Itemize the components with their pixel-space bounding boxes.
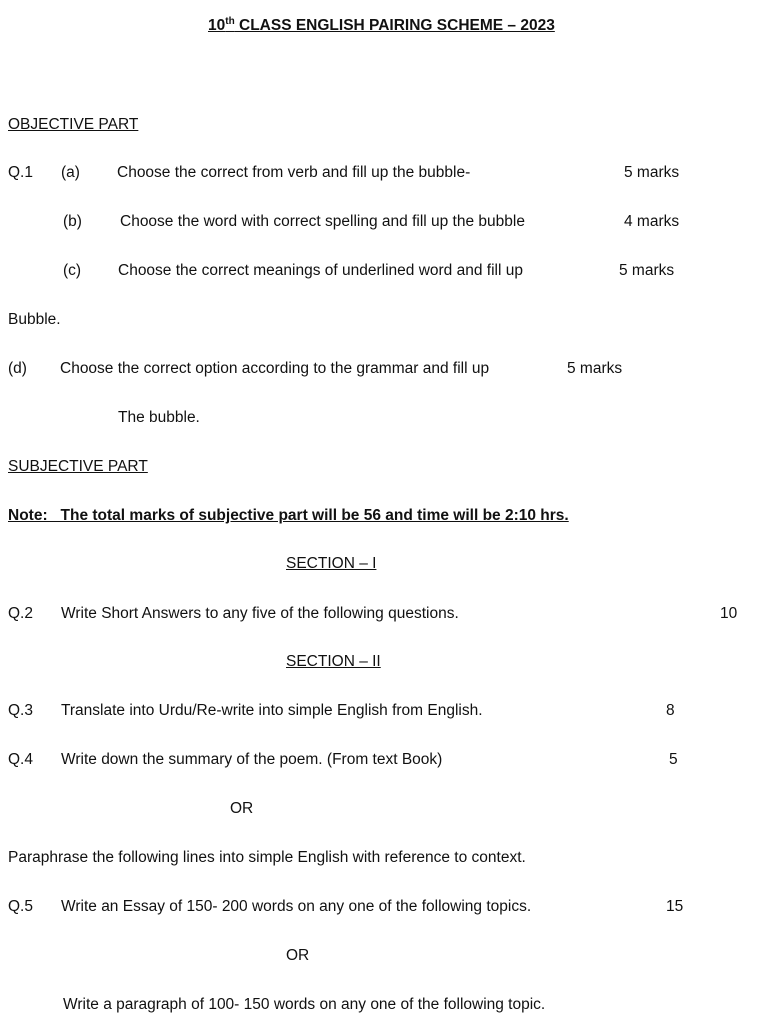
q1b-marks: 4 marks [624, 213, 680, 230]
q4-text: Write down the summary of the poem. (From text Book) [61, 751, 443, 768]
q2-marks: 10 [720, 605, 738, 622]
q1-number: Q.1 [8, 164, 33, 181]
q5-alternative: Write a paragraph of 100- 150 words on any one of the following topic. [63, 996, 546, 1013]
page-title [208, 16, 555, 36]
q1c-label: (c) [63, 262, 82, 279]
q1d-text: Choose the correct option according to the grammar and fill up [60, 360, 490, 377]
q1c-marks: 5 marks [619, 262, 675, 279]
subjective-heading: SUBJECTIVE PART [8, 458, 148, 475]
q1b-text: Choose the word with correct spelling and fill up the bubble [120, 213, 525, 230]
title-text: CLASS ENGLISH PAIRING SCHEME – 2023 [234, 17, 555, 34]
q1d-label: (d) [8, 360, 27, 377]
q1d-continuation: The bubble. [118, 409, 200, 426]
q3-marks: 8 [666, 702, 675, 719]
q3-text: Translate into Urdu/Re-write into simple English from English. [61, 702, 483, 719]
q2-number: Q.2 [8, 605, 33, 622]
q4-or: OR [230, 800, 254, 817]
q1d-marks: 5 marks [567, 360, 623, 377]
q1c-continuation: Bubble. [8, 311, 61, 328]
objective-heading: OBJECTIVE PART [8, 116, 139, 133]
q1b-label: (b) [63, 213, 82, 230]
q4-number: Q.4 [8, 751, 33, 768]
q5-number: Q.5 [8, 898, 33, 915]
q1a-label: (a) [61, 164, 80, 181]
q4-alternative: Paraphrase the following lines into simple English with reference to context. [8, 849, 526, 866]
q2-text: Write Short Answers to any five of the following questions. [61, 605, 459, 622]
q1a-marks: 5 marks [624, 164, 680, 181]
q3-number: Q.3 [8, 702, 33, 719]
title-superscript: th [225, 16, 235, 27]
subjective-note: Note: The total marks of subjective part will be 56 and time will be 2:10 hrs. [8, 507, 569, 524]
q5-text: Write an Essay of 150- 200 words on any one of the following topics. [61, 898, 532, 915]
q1a-text: Choose the correct from verb and fill up the bubble- [117, 164, 471, 181]
q5-or: OR [286, 947, 310, 964]
q4-marks: 5 [669, 751, 678, 768]
q5-marks: 15 [666, 898, 684, 915]
title-prefix: 10 [208, 17, 226, 34]
section-2-heading: SECTION – II [286, 653, 381, 670]
section-1-heading: SECTION – I [286, 555, 377, 572]
q1c-text: Choose the correct meanings of underlined word and fill up [118, 262, 523, 279]
